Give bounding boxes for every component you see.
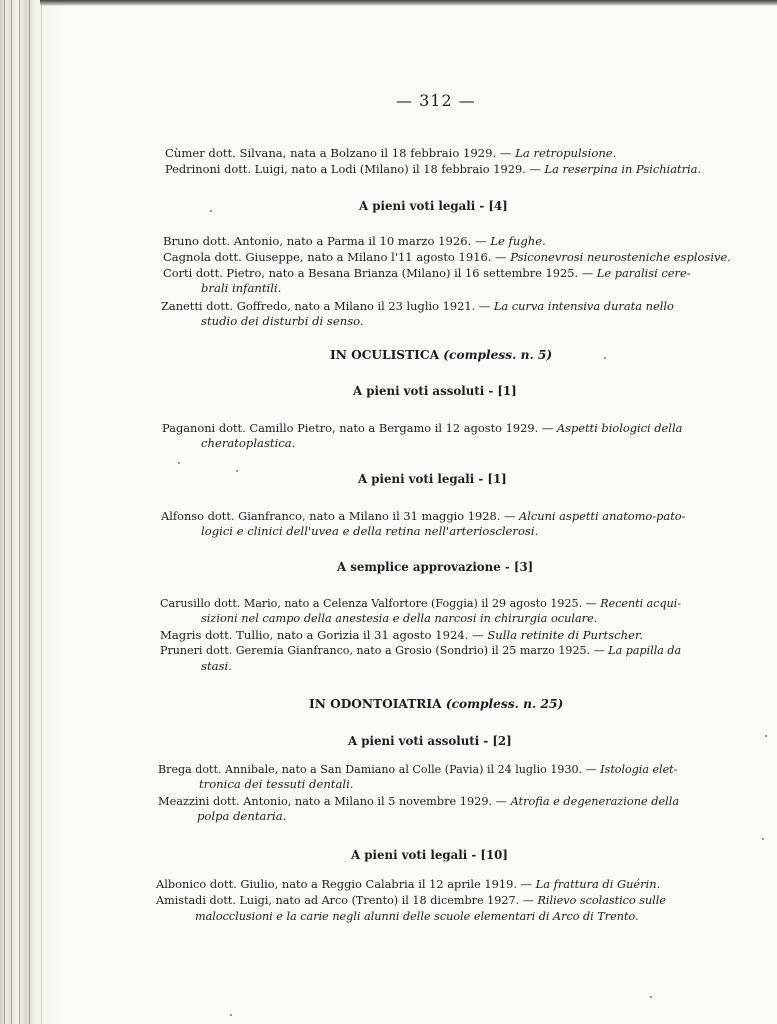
entry-title-continuation — [199, 777, 353, 792]
section-subheading: A pieni voti assoluti - [2] — [348, 734, 512, 748]
scan-speck — [762, 838, 764, 840]
entry-title-continuation — [195, 909, 639, 924]
section-note: (compless. n. 25) — [445, 697, 564, 711]
entry-title: Rilievo scolastico sulle — [537, 894, 666, 907]
entry-title: La retropulsione. — [515, 146, 617, 160]
section-subheading: A pieni voti legali - [4] — [359, 199, 508, 213]
entry-name: Pedrinoni dott. Luigi, nato a Lodi (Milano) il 18 febbraio 1929. — — [165, 162, 541, 176]
list-item — [160, 643, 681, 658]
entry-title: La papilla da — [608, 644, 682, 657]
section-subheading: A pieni voti legali - [1] — [358, 472, 507, 486]
entry-title: Sulla retinite di Purtscher. — [487, 628, 643, 642]
entry-title: Istologia elet- — [600, 763, 678, 776]
entry-title: Le fughe. — [490, 234, 546, 248]
entry-name: Carusillo dott. Mario, nato a Celenza Valfortore (Foggia) il 29 agosto 1925. — — [160, 597, 597, 610]
entry-title-continuation — [201, 281, 281, 296]
entry-title: La reserpina in Psichiatria. — [544, 162, 702, 176]
list-item — [165, 146, 616, 161]
scan-speck — [230, 1014, 232, 1016]
entry-title: Recenti acqui- — [600, 597, 682, 610]
entry-name: Albonico dott. Giulio, nato a Reggio Calabria il 12 aprile 1919. — — [156, 877, 533, 891]
entry-title-continuation — [201, 314, 364, 329]
entry-name: Zanetti dott. Goffredo, nato a Milano il 23 luglio 1921. — — [161, 299, 491, 313]
scan-speck — [765, 735, 767, 737]
entry-title-continuation — [201, 659, 232, 674]
scan-speck — [650, 996, 652, 998]
page-number: — 312 — — [396, 91, 476, 110]
scan-speck — [236, 470, 238, 472]
entry-name: Alfonso dott. Gianfranco, nato a Milano il 31 maggio 1928. — — [161, 509, 516, 523]
entry-name: Corti dott. Pietro, nato a Besana Brianza (Milano) il 16 settembre 1925. — — [163, 266, 594, 280]
entry-title: brali infantili. — [201, 281, 282, 295]
entry-title: Le paralisi cere- — [596, 266, 691, 280]
section-subheading: A pieni voti assoluti - [1] — [353, 384, 517, 398]
entry-title-continuation — [201, 524, 538, 539]
entry-title-continuation — [197, 809, 286, 824]
list-item — [161, 299, 674, 314]
list-item — [156, 877, 660, 892]
entry-title: tronica dei tessuti dentali. — [199, 777, 354, 791]
entry-title-continuation — [201, 611, 597, 626]
list-item — [158, 762, 677, 777]
entry-title: La curva intensiva durata nello — [493, 299, 674, 313]
entry-title: stasi. — [201, 659, 232, 673]
list-item — [165, 162, 701, 177]
section-heading — [330, 348, 552, 362]
entry-name: Pruneri dott. Geremia Gianfranco, nato a Grosio (Sondrio) il 25 marzo 1925. — — [160, 644, 605, 657]
list-item — [163, 234, 546, 249]
list-item — [162, 421, 682, 436]
entry-title: Psiconevrosi neurosteniche esplosive. — [510, 250, 731, 264]
entry-name: Paganoni dott. Camillo Pietro, nato a Bergamo il 12 agosto 1929. — — [162, 421, 554, 435]
entry-title: studio dei disturbi di senso. — [201, 314, 364, 328]
entry-title: malocclusioni e la carie negli alunni delle scuole elementari di Arco di Trento. — [195, 910, 639, 923]
list-item — [163, 250, 731, 265]
entry-title: logici e clinici dell'uvea e della retina nell'arteriosclerosi. — [201, 524, 539, 538]
section-note: (compless. n. 5) — [443, 348, 553, 362]
entry-title-continuation — [201, 436, 295, 451]
list-item — [160, 628, 643, 643]
entry-title: polpa dentaria. — [197, 809, 287, 823]
list-item — [161, 509, 686, 524]
section-heading — [309, 697, 563, 711]
section-subheading: A pieni voti legali - [10] — [351, 848, 508, 862]
list-item — [156, 893, 666, 908]
entry-name: Bruno dott. Antonio, nato a Parma il 10 marzo 1926. — — [163, 234, 487, 248]
entry-title: Alcuni aspetti anatomo-pato- — [519, 509, 686, 523]
section-title: IN OCULISTICA — [330, 348, 440, 362]
entry-name: Brega dott. Annibale, nato a San Damiano al Colle (Pavia) il 24 luglio 1930. — — [158, 763, 597, 776]
scan-speck — [178, 462, 180, 464]
list-item — [158, 794, 679, 809]
entry-title: Atrofia e degenerazione della — [510, 795, 680, 808]
entry-title: cheratoplastica. — [201, 436, 296, 450]
list-item — [160, 596, 681, 611]
entry-name: Meazzini dott. Antonio, nato a Milano il 5 novembre 1929. — — [158, 795, 507, 808]
entry-name: Cùmer dott. Silvana, nata a Bolzano il 18 febbraio 1929. — — [165, 146, 512, 160]
section-subheading: A semplice approvazione - [3] — [337, 560, 534, 574]
entry-title: Aspetti biologici della — [556, 421, 683, 435]
entry-title: La frattura di Guérin. — [535, 877, 661, 891]
entry-name: Cagnola dott. Giuseppe, nato a Milano l'11 agosto 1916. — — [163, 250, 507, 264]
section-title: IN ODONTOIATRIA — [309, 697, 442, 711]
entry-name: Magris dott. Tullio, nato a Gorizia il 31 agosto 1924. — — [160, 628, 484, 642]
list-item — [163, 266, 691, 281]
scan-speck — [604, 357, 606, 359]
entry-title: sizioni nel campo della anestesia e della narcosi in chirurgia oculare. — [201, 612, 598, 625]
entry-name: Amistadi dott. Luigi, nato ad Arco (Trento) il 18 dicembre 1927. — — [156, 894, 534, 907]
scan-speck — [210, 210, 212, 212]
